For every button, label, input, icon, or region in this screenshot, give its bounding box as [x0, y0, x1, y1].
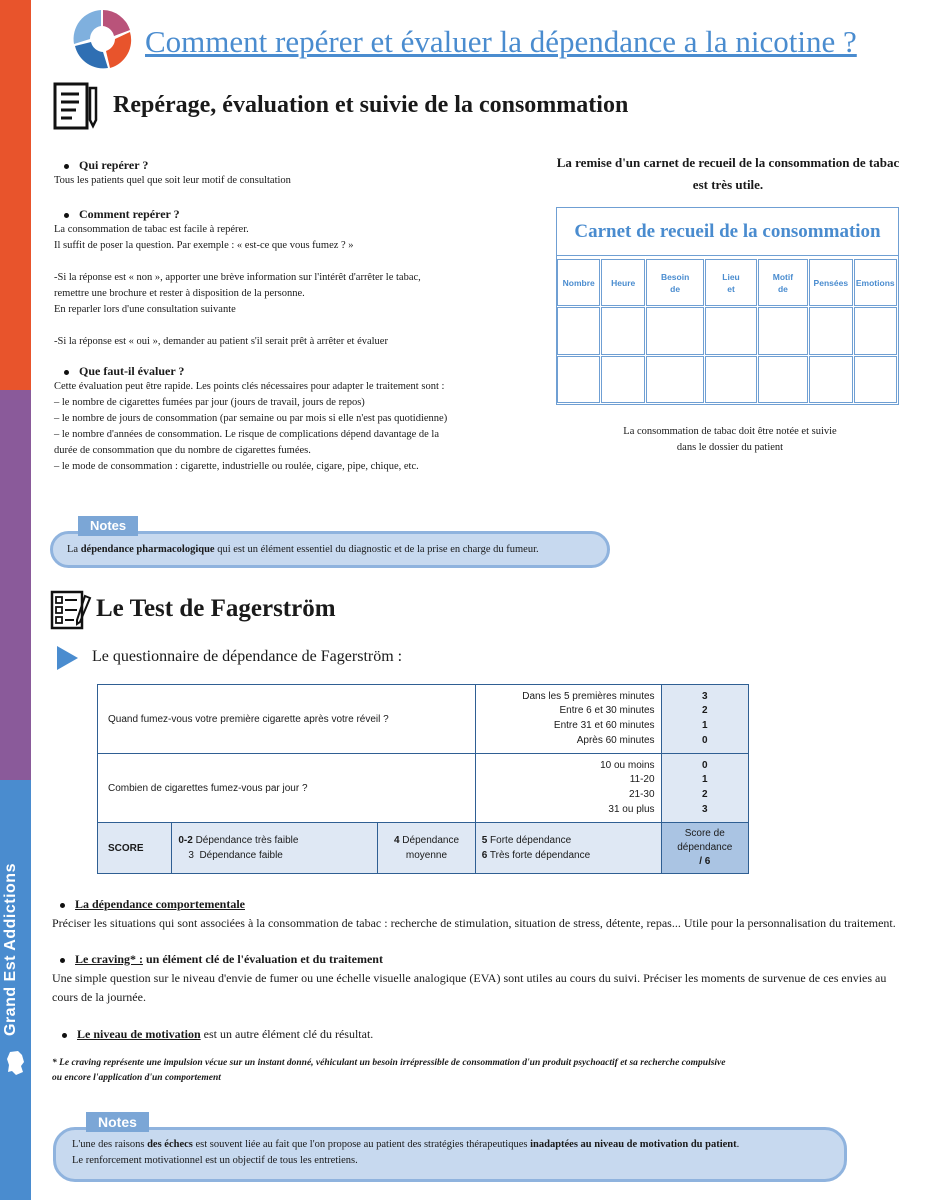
carnet-table	[556, 207, 899, 405]
score-label: SCORE	[98, 823, 172, 874]
footnote-line: * Le craving représente une impulsion vécue sur un instant donné, véhiculant un besoin irrépressible de consommation d'un produit psychoactif et sa recherche compulsive	[52, 1058, 726, 1068]
logo-icon	[70, 6, 136, 72]
carnet-header-cell: Nombre	[557, 259, 600, 306]
carnet-empty-cell	[705, 356, 756, 403]
score-num: 4	[393, 835, 400, 846]
side-band-orange	[0, 0, 31, 390]
point-value: 1	[701, 774, 708, 786]
bullet-motivation-label: Le niveau de motivation	[77, 1027, 201, 1041]
score-row	[98, 823, 749, 874]
carnet-empty-cell	[646, 307, 704, 355]
sidebar-org-name: Grand Est Addictions	[2, 863, 19, 1037]
carnet-empty-cell	[557, 307, 600, 355]
point-value: 3	[701, 690, 708, 702]
bullet-que	[54, 364, 534, 379]
carnet-header-cell: Emotions	[854, 259, 897, 306]
section-title-reperage: Repérage, évaluation et suivie de la consommation	[113, 92, 629, 118]
points-cell	[661, 685, 748, 754]
score-text: Très forte dépendance	[489, 850, 591, 861]
point-value: 1	[701, 720, 708, 731]
bullet-comment-label: Comment repérer ?	[79, 207, 180, 221]
notes-text-part: .	[736, 1139, 740, 1150]
motivation-text: est un autre élément clé du résultat.	[200, 1027, 374, 1041]
document-pen-icon	[52, 80, 98, 132]
score-range-mid	[378, 823, 475, 874]
score-text: Dépendance très faible	[195, 835, 299, 846]
score-text: Forte dépendance	[490, 835, 572, 846]
side-band-purple	[0, 390, 31, 780]
comment-line: -Si la réponse est « non », apporter une brève information sur l'intérêt d'arrêter le tabac,	[54, 272, 421, 283]
notes-text-bold: dépendance pharmacologique	[80, 544, 215, 555]
score-end-text: / 6	[699, 856, 711, 867]
point-value: 0	[701, 759, 708, 771]
answer-option: 11-20	[629, 774, 655, 786]
score-num: 0-2	[178, 835, 193, 846]
notes-text-bold: inadaptées au niveau de motivation du patient	[530, 1139, 737, 1150]
bullet-qui-label: Qui repérer ?	[79, 158, 149, 172]
answer-option: Après 60 minutes	[576, 734, 655, 746]
comment-text	[54, 222, 534, 350]
bullet-craving-rest: un élément clé de l'évaluation et du traitement	[143, 952, 383, 966]
craving-footnote	[52, 1056, 912, 1086]
comportementale-text: Préciser les situations qui sont associées à la consommation de tabac : recherche de stimulation, situation de stress, détente, repas... Utile pour la personnalisation du traitement.	[52, 916, 896, 930]
points-cell	[661, 754, 748, 823]
carnet-empty-cell	[854, 307, 897, 355]
checklist-pen-icon	[50, 590, 92, 630]
que-line: durée de consommation que du nombre de cigarettes fumées.	[54, 445, 311, 456]
fagerstrom-subtitle: Le questionnaire de dépendance de Fagerström :	[92, 648, 403, 665]
question-cell: Quand fumez-vous votre première cigarette après votre réveil ?	[98, 685, 476, 754]
notes-label: Notes	[78, 516, 138, 536]
carnet-intro: La remise d'un carnet de recueil de la consommation de tabac est très utile.	[556, 155, 900, 192]
carnet-caption-line: La consommation de tabac doit être notée et suivie	[623, 426, 837, 437]
comment-line: remettre une brochure et rester à disposition de la personne.	[54, 288, 305, 299]
dependance-text-block	[52, 895, 912, 1086]
bullet-comment	[54, 207, 534, 222]
point-value: 3	[701, 803, 708, 815]
table-row	[98, 685, 749, 754]
carnet-empty-cell	[854, 356, 897, 403]
point-value: 0	[701, 734, 708, 746]
point-value: 2	[701, 789, 708, 800]
carnet-empty-cell	[809, 307, 852, 355]
notes-text-part: qui est un élément essentiel du diagnostic et de la prise en charge du fumeur.	[214, 544, 539, 555]
notes-label: Notes	[86, 1112, 149, 1132]
carnet-empty-cell	[758, 307, 808, 355]
score-range-high	[475, 823, 661, 874]
answer-option: Dans les 5 premières minutes	[522, 690, 655, 702]
score-total-cell	[661, 823, 748, 874]
carnet-empty-cell	[601, 356, 644, 403]
answer-option: 31 ou plus	[608, 803, 655, 815]
score-num: 5	[481, 835, 488, 846]
table-row	[98, 754, 749, 823]
bullet-comportementale-label: La dépendance comportementale	[75, 897, 245, 911]
carnet-caption	[560, 424, 900, 456]
que-line: – le nombre d'années de consommation. Le risque de complications dépend davantage de la	[54, 429, 440, 440]
carnet-empty-cell	[557, 356, 600, 403]
answer-option: Entre 31 et 60 minutes	[553, 720, 655, 731]
fagerstrom-table	[97, 684, 749, 874]
comment-line: -Si la réponse est « oui », demander au patient s'il serait prêt à arrêter et évaluer	[54, 336, 388, 347]
carnet-header-cell: Besoin de	[646, 259, 704, 306]
bullet-craving-label: Le craving* :	[75, 952, 143, 966]
carnet-empty-cell	[758, 356, 808, 403]
notes-text	[72, 1137, 844, 1153]
carnet-empty-cell	[809, 356, 852, 403]
notes-text-part: La	[67, 544, 81, 555]
carnet-header-cell: Motif de	[758, 259, 808, 306]
answers-cell	[475, 685, 661, 754]
answer-option: Entre 6 et 30 minutes	[559, 705, 655, 717]
que-line: – le nombre de cigarettes fumées par jour (jours de travail, jours de repos)	[54, 397, 365, 408]
comment-line: En reparler lors d'une consultation suivante	[54, 304, 236, 315]
score-end-text: Score de	[684, 828, 725, 839]
answers-cell	[475, 754, 661, 823]
question-cell: Combien de cigarettes fumez-vous par jour ?	[98, 754, 476, 823]
notes-text	[67, 542, 607, 558]
score-text: moyenne	[405, 850, 448, 861]
notes-text-bold: des échecs	[147, 1139, 193, 1150]
carnet-caption-line: dans le dossier du patient	[676, 442, 784, 453]
score-range-low	[172, 823, 378, 874]
bullet-motivation	[52, 1025, 912, 1044]
que-line: – le nombre de jours de consommation (par semaine ou par mois si elle n'est pas quotidienne)	[54, 413, 448, 424]
craving-text: Une simple question sur le niveau d'envie de fumer ou une échelle visuelle analogique (EVA) sont utiles au cours du suivi. Préciser les moments de survenue de ces envies au cours de la journée.	[52, 971, 887, 1004]
bullet-qui	[54, 158, 534, 173]
que-line: – le mode de consommation : cigarette, industrielle ou roulée, cigare, pipe, chique, etc.	[54, 461, 419, 472]
page-title: Comment repérer et évaluer la dépendance a la nicotine ?	[145, 24, 857, 59]
carnet-empty-cell	[601, 307, 644, 355]
score-text: Dépendance faible	[199, 850, 283, 861]
que-text	[54, 379, 534, 475]
carnet-empty-cell	[646, 356, 704, 403]
notes-box	[50, 531, 610, 568]
answer-option: 10 ou moins	[600, 759, 655, 771]
section-title-fagerstrom: Le Test de Fagerström	[96, 595, 336, 622]
triangle-bullet-icon	[55, 645, 79, 671]
notes-box	[53, 1127, 847, 1182]
score-num: 3	[188, 850, 194, 861]
score-num: 6	[481, 850, 488, 861]
footnote-line: ou encore l'application d'un comportement	[52, 1073, 221, 1083]
bullet-comportementale	[52, 895, 912, 914]
carnet-empty-cell	[705, 307, 756, 355]
notes-text-part: L'une des raisons	[72, 1139, 148, 1150]
carnet-grid	[557, 259, 898, 404]
notes-text-part: est souvent liée au fait que l'on propose au patient des stratégies thérapeutiques	[192, 1139, 531, 1150]
carnet-header-cell: Heure	[601, 259, 644, 306]
que-line: Cette évaluation peut être rapide. Les points clés nécessaires pour adapter le traitement sont :	[54, 381, 445, 392]
qui-text: Tous les patients quel que soit leur motif de consultation	[54, 175, 291, 186]
bullet-craving	[52, 950, 912, 969]
score-text: Dépendance	[402, 835, 460, 846]
region-map-icon	[6, 1050, 26, 1076]
comment-line: Il suffit de poser la question. Par exemple : « est-ce que vous fumez ? »	[54, 240, 354, 251]
carnet-header-cell: Pensées	[809, 259, 852, 306]
comment-line: La consommation de tabac est facile à repérer.	[54, 224, 249, 235]
notes-text-line: Le renforcement motivationnel est un objectif de tous les entretiens.	[72, 1155, 358, 1166]
reperage-text-block	[54, 158, 534, 475]
carnet-header-cell: Lieu et	[705, 259, 756, 306]
answer-option: 21-30	[628, 789, 655, 800]
bullet-que-label: Que faut-il évaluer ?	[79, 364, 185, 378]
score-end-text: dépendance	[677, 842, 733, 853]
point-value: 2	[701, 705, 708, 717]
carnet-title: Carnet de recueil de la consommation	[557, 208, 898, 256]
